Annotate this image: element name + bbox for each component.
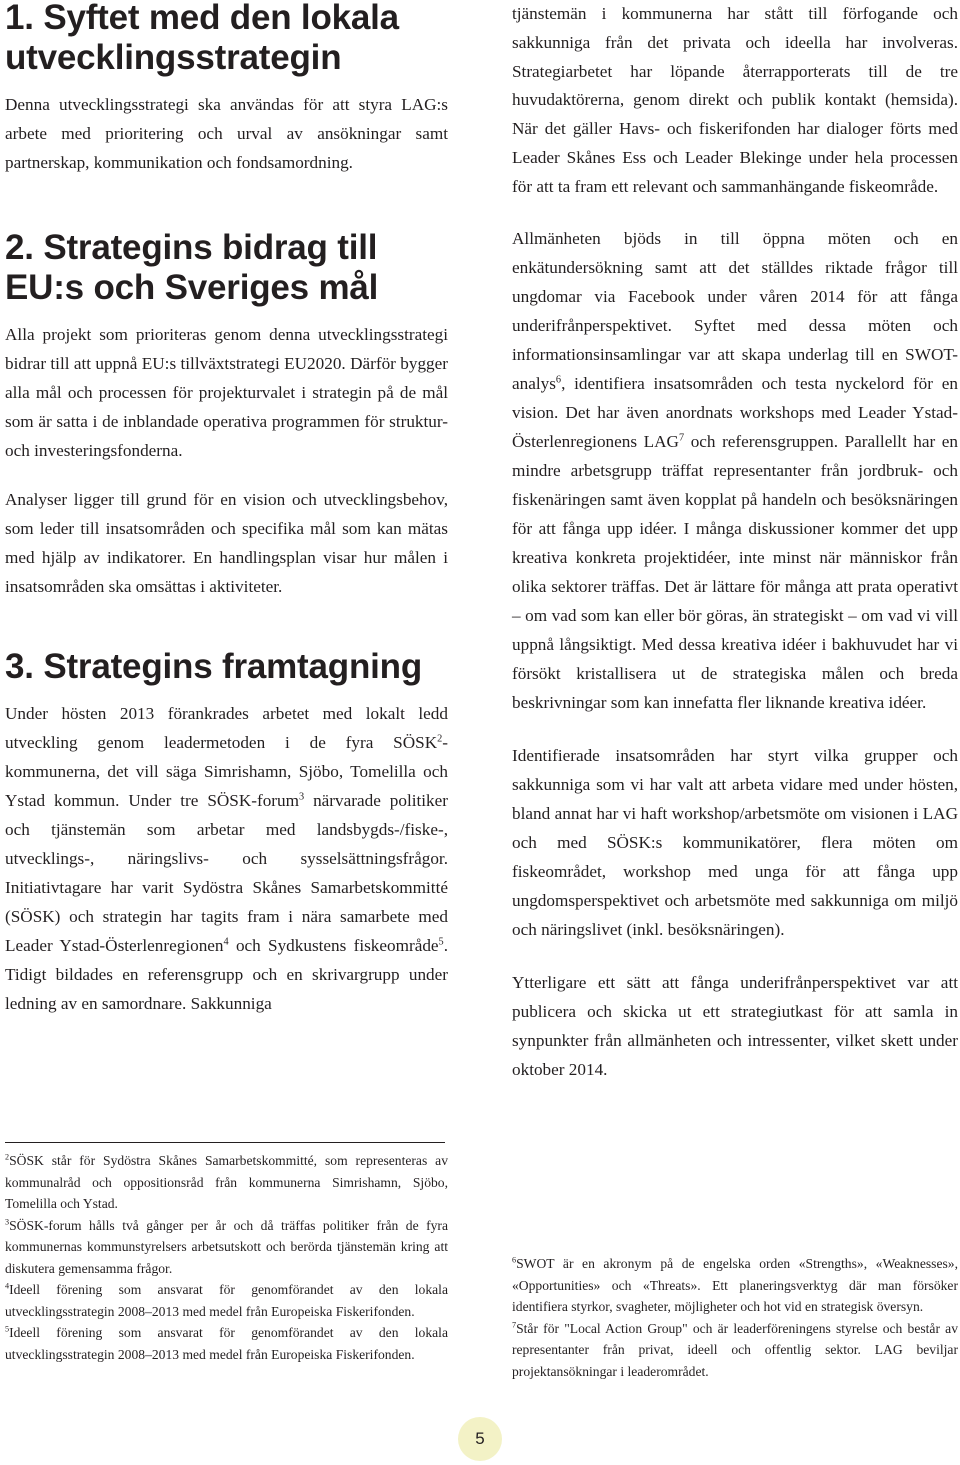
section-1-heading: 1. Syftet med den lokala utvecklingsstrategin — [5, 0, 399, 77]
right-column — [512, 0, 958, 1084]
footnotes-left — [5, 1150, 448, 1365]
page-number: 5 — [475, 1429, 485, 1448]
right-paragraph-4: Ytterligare ett sätt att fånga underifrånperspektivet var att publicera och skicka ut ett strategiutkast för att samla in synpunkter från allmänheten och intressenter, vilket skett under oktober 2014. — [512, 972, 958, 1079]
right-paragraph-1: tjänstemän i kommunerna har stått till förfogande och sakkunniga från det privata och ideella har involveras. Strategiarbetet har löpande återrapporterats till de tre huvudaktörerna, genom direkt och publik kontakt (hemsida). När det gäller Havs- och fiskerifonden har dialoger förts med Leader Skånes Ess och Leader Blekinge under hela processen för att ta fram ett relevant och sammanhängande fiskeområde. — [512, 4, 958, 196]
section-3-paragraph: Under hösten 2013 förankrades arbetet med lokalt ledd utveckling genom leadermetoden i de fyra SÖSK$^2$-kommunerna, det vill säga Simrishamn, Sjöbo, Tomelilla och Ystad kommun. Under tre SÖSK-forum$^3$ närvarade politiker och tjänstemän som arbetar med landsbygds-/fiske-, utvecklings-, näringslivs- och sysselsättningsfrågor. Initiativtagare har varit Sydöstra Skånes Samarbetskommitté (SÖSK) och strategin har tagits fram i nära samarbete med Leader Ystad-Österlenregionen$^4$ och Sydkustens fiskeområde$^5$. Tidigt bildades en referensgrupp och en skrivargrupp under ledning av en samordnare. Sakkunniga — [5, 704, 448, 1013]
right-paragraph-2: Allmänheten bjöds in till öppna möten och en enkätundersökning samt att det ställdes riktade frågor till ungdomar via Facebook under våren 2014 för att fånga underifrånperspektivet. Syftet med dessa möten och informationsinsamlingar var att skapa underlag till en SWOT-analys$^6$, identifiera insatsområden och testa nyckelord för en vision. Det har även anordnats workshops med Leader Ystad-Österlenregionens LAG$^7$ och referensgruppen. Parallellt har en mindre arbetsgrupp träffat representanter från jordbruk- och fiskenäringen samt även kopplat på handeln och besöksnäringen för att fånga upp idéer. I många diskussioner kommer det upp kreativa konkreta projektidéer, inte minst när människor från olika sektorer träffas. Det är lättare för många att prata operativt – om vad som kan eller bör göras, än strategiskt – om vad vi vill uppnå långsiktigt. Med dessa kreativa idéer i bakhuvudet har vi försökt kristallisera ut de strategiska målen och breda beskrivningar som kan innefatta fler liknande kreativa idéer. — [512, 228, 958, 712]
right-paragraph-3: Identifierade insatsområden har styrt vilka grupper och sakkunniga som vi har valt att arbeta vidare med under hösten, bland annat har vi haft workshop/arbetsmöte om visionen i LAG och med SÖSK:s kommunikatörer, flera möten om fiskeområdet, workshop med unga för att fånga upp ungdomsperspektivet och arbetsmöte med sakkunniga om miljö och näringslivet (inkl. besöksnäringen). — [512, 745, 958, 939]
section-2-paragraph-1: Alla projekt som prioriteras genom denna utvecklingsstrategi bidrar till att uppnå EU:s tillväxtstrategi EU2020. Därför bygger alla mål och processen för projekturvalet i strategin på de mål som är satta i de inblandade operativa programmen för struktur- och investeringsfonderna. — [5, 325, 448, 460]
footnote-4: $^4$Ideell förening som ansvarat för genomförandet av den lokala utvecklingsstrategin 2008–2013 med medel från Europeiska Fiskerifonden. — [5, 1281, 448, 1319]
footnote-2: $^2$SÖSK står för Sydöstra Skånes Samarbetskommitté, som representeras av kommunalråd och oppositionsråd från kommunerna Simrishamn, Sjöbo, Tomelilla och Ystad. — [5, 1152, 448, 1211]
footnote-6: $^6$SWOT är en akronym på de engelska orden «Strengths», «Weaknesses», «Opportunities» och «Threats». Ett planeringsverktyg där man försöker identifiera styrkor, svagheter, möjligheter och hot vid en strategisk översyn. — [512, 1255, 958, 1314]
footnote-3: $^3$SÖSK-forum hålls två gånger per år och då träffas politiker från de fyra kommunernas kommunstyrelsers arbetsutskott och berörda tjänstemän kring att diskutera gemensamma frågor. — [5, 1216, 448, 1276]
section-1-paragraph: Denna utvecklingsstrategi ska användas för att styra LAG:s arbete med prioritering och urval av ansökningar samt partnerskap, kommunikation och fondsamordning. — [5, 95, 448, 172]
page-number-badge — [458, 1417, 502, 1461]
footnote-divider-left — [5, 1142, 445, 1143]
footnote-5: $^5$Ideell förening som ansvarat för genomförandet av den lokala utvecklingsstrategin 2008–2013 med medel från Europeiska Fiskerifonden. — [5, 1324, 448, 1362]
footnote-7: $^7$Står för "Local Action Group" och är leaderföreningens styrelse och består av representanter från privat, ideell och offentlig sektor. LAG beviljar projektansökningar i leaderområdet. — [512, 1319, 958, 1379]
section-3-heading: 3. Strategins framtagning — [5, 647, 423, 686]
left-column — [5, 0, 448, 1018]
section-2-paragraph-2: Analyser ligger till grund för en vision och utvecklingsbehov, som leder till insatsområden och specifika mål som kan mätas med hjälp av indikatorer. En handlingsplan visar hur målen i insatsområden ska omsättas i aktiviteter. — [5, 490, 448, 596]
footnotes-right — [512, 1253, 958, 1382]
section-2-heading: 2. Strategins bidrag till EU:s och Sveriges mål — [5, 228, 379, 307]
